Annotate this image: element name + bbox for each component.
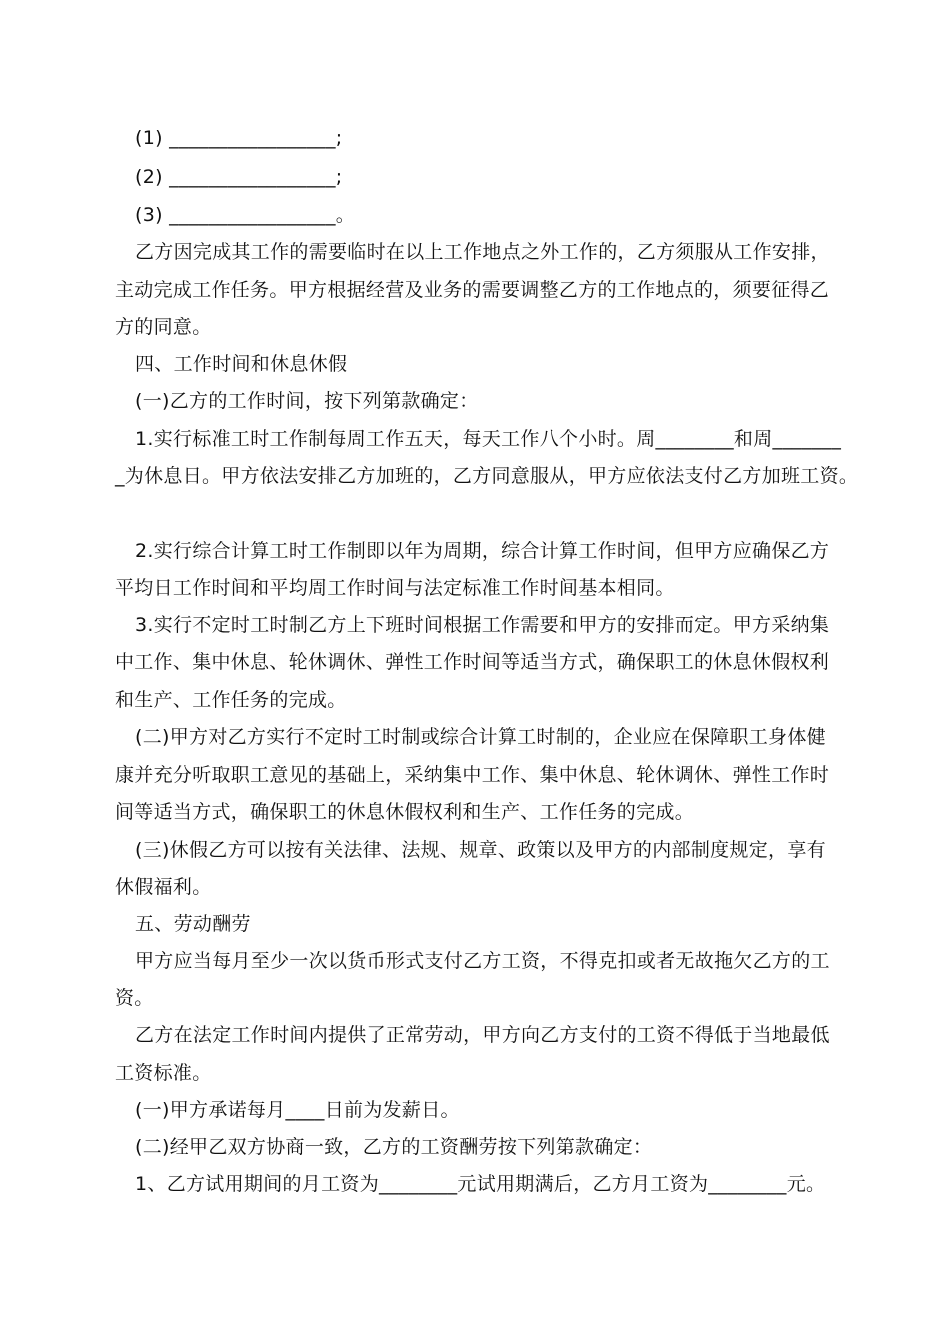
paragraph-line: 2.实行综合计算工时工作制即以年为周期，综合计算工作时间，但甲方应确保乙方 bbox=[135, 540, 830, 562]
paragraph-line: 1.实行标准工时工作制每周工作五天，每天工作八个小时。周________和周_______ bbox=[135, 428, 842, 450]
paragraph-line: 方的同意。 bbox=[115, 316, 212, 338]
paragraph-line: 平均日工作时间和平均周工作时间与法定标准工作时间基本相同。 bbox=[115, 577, 675, 599]
paragraph-line: (三)休假乙方可以按有关法律、法规、规章、政策以及甲方的内部制度规定，享有 bbox=[135, 839, 826, 861]
paragraph-line: 和生产、工作任务的完成。 bbox=[115, 689, 347, 711]
paragraph-line: (一)乙方的工作时间，按下列第款确定： bbox=[135, 390, 479, 412]
paragraph-line: 甲方应当每月至少一次以货币形式支付乙方工资，不得克扣或者无故拖欠乙方的工 bbox=[135, 950, 830, 972]
paragraph-line: 乙方因完成其工作的需要临时在以上工作地点之外工作的，乙方须服从工作安排， bbox=[135, 241, 830, 263]
paragraph-line: 主动完成工作任务。甲方根据经营及业务的需要调整乙方的工作地点的，须要征得乙 bbox=[115, 279, 830, 301]
paragraph-line: 康并充分听取职工意见的基础上，采纳集中工作、集中休息、轮休调休、弹性工作时 bbox=[115, 764, 830, 786]
paragraph-line: (二)甲方对乙方实行不定时工时制或综合计算工时制的，企业应在保障职工身体健 bbox=[135, 726, 826, 748]
paragraph-line: 乙方在法定工作时间内提供了正常劳动，甲方向乙方支付的工资不得低于当地最低 bbox=[135, 1024, 830, 1046]
paragraph-line: (二)经甲乙双方协商一致，乙方的工资酬劳按下列第款确定： bbox=[135, 1136, 653, 1158]
paragraph-line: 1、乙方试用期间的月工资为________元试用期满后，乙方月工资为________元。 bbox=[135, 1173, 826, 1195]
paragraph-line: (一)甲方承诺每月____日前为发薪日。 bbox=[135, 1099, 460, 1121]
section-heading: 四、工作时间和休息休假 bbox=[135, 353, 348, 375]
blank-item-1: (1) _________________; bbox=[135, 127, 343, 149]
paragraph-line: 工资标准。 bbox=[115, 1062, 212, 1084]
paragraph-line: 中工作、集中休息、轮休调休、弹性工作时间等适当方式，确保职工的休息休假权利 bbox=[115, 651, 830, 673]
paragraph-line: _为休息日。甲方依法安排乙方加班的，乙方同意服从，甲方应依法支付乙方加班工资。 bbox=[115, 465, 859, 487]
paragraph-line: 资。 bbox=[115, 987, 154, 1009]
paragraph-line: 间等适当方式，确保职工的休息休假权利和生产、工作任务的完成。 bbox=[115, 801, 695, 823]
section-heading: 五、劳动酬劳 bbox=[135, 913, 251, 935]
paragraph-line: 休假福利。 bbox=[115, 876, 212, 898]
blank-item-3: (3) _________________。 bbox=[135, 204, 356, 226]
paragraph-line: 3.实行不定时工时制乙方上下班时间根据工作需要和甲方的安排而定。甲方采纳集 bbox=[135, 614, 830, 636]
blank-item-2: (2) _________________; bbox=[135, 166, 343, 188]
